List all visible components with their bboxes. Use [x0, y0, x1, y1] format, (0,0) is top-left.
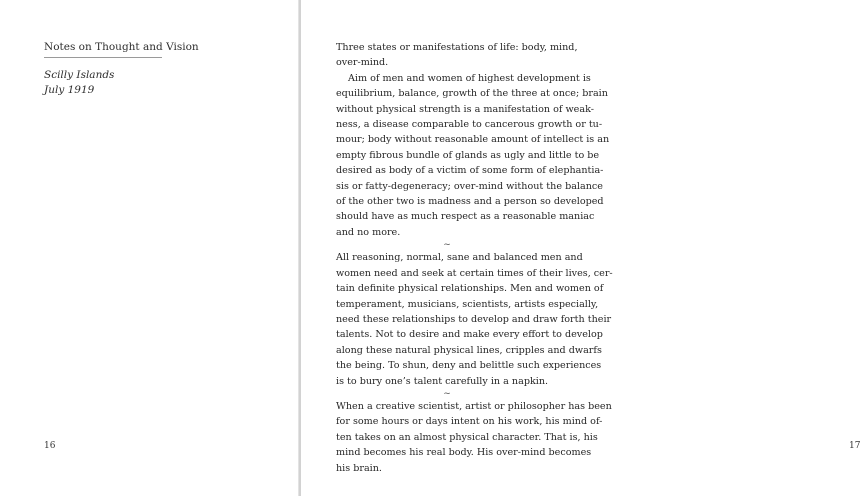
text-line: is to bury one’s talent carefully in a napkin.: [336, 375, 549, 387]
dateline-date: July 1919: [44, 84, 95, 96]
dateline: [44, 68, 114, 98]
page-number-left: 16: [44, 441, 56, 451]
text-line: Aim of men and women of highest development is: [348, 72, 591, 84]
text-line: ness, a disease comparable to cancerous growth or tu-: [336, 119, 603, 131]
text-line: along these natural physical lines, cripples and dwarfs: [336, 344, 602, 356]
section-separator: ~: [443, 388, 451, 399]
text-line: mind becomes his real body. His over-mind becomes: [336, 447, 592, 459]
text-line: sis or fatty-degeneracy; over-mind without the balance: [336, 180, 603, 192]
paragraph-group-2: [336, 250, 613, 389]
text-line: When a creative scientist, artist or philosopher has been: [336, 400, 612, 412]
section-separator: ~: [443, 240, 451, 251]
text-line: temperament, musicians, scientists, artists especially,: [336, 298, 599, 310]
text-line: empty fibrous bundle of glands as ugly and little to be: [336, 149, 600, 161]
text-line: and no more.: [336, 226, 401, 238]
text-line: tain definite physical relationships. Men and women of: [336, 283, 604, 295]
text-line: women need and seek at certain times of their lives, cer-: [336, 267, 613, 279]
text-line: talents. Not to desire and make every effort to develop: [336, 329, 603, 341]
running-head-rule: [44, 57, 162, 58]
text-line: of the other two is madness and a person so developed: [336, 196, 604, 208]
running-head: Notes on Thought and Vision: [44, 41, 199, 53]
text-line: over-mind.: [336, 57, 389, 69]
text-line: his brain.: [336, 462, 382, 474]
text-line: should have as much respect as a reasonable maniac: [336, 211, 595, 223]
text-line: All reasoning, normal, sane and balanced men and: [336, 252, 583, 264]
text-line: the being. To shun, deny and belittle such experiences: [336, 360, 602, 372]
paragraph-group-1: [336, 40, 610, 240]
text-line: ten takes on an almost physical character. That is, his: [336, 431, 598, 443]
text-line: mour; body without reasonable amount of intellect is an: [336, 134, 610, 146]
left-page: [0, 0, 299, 496]
text-line: desired as body of a victim of some form of elephantia-: [336, 165, 604, 177]
text-line: need these relationships to develop and draw forth their: [336, 313, 612, 325]
text-line: equilibrium, balance, growth of the three at once; brain: [336, 88, 608, 100]
page-number-right: 17: [849, 441, 860, 451]
text-line: Three states or manifestations of life: body, mind,: [336, 42, 578, 53]
paragraph-group-3: [336, 399, 612, 476]
dateline-place: Scilly Islands: [44, 69, 115, 81]
text-line: for some hours or days intent on his work, his mind of-: [336, 416, 603, 428]
text-line: without physical strength is a manifestation of weak-: [336, 103, 594, 115]
body-text: [336, 40, 613, 476]
